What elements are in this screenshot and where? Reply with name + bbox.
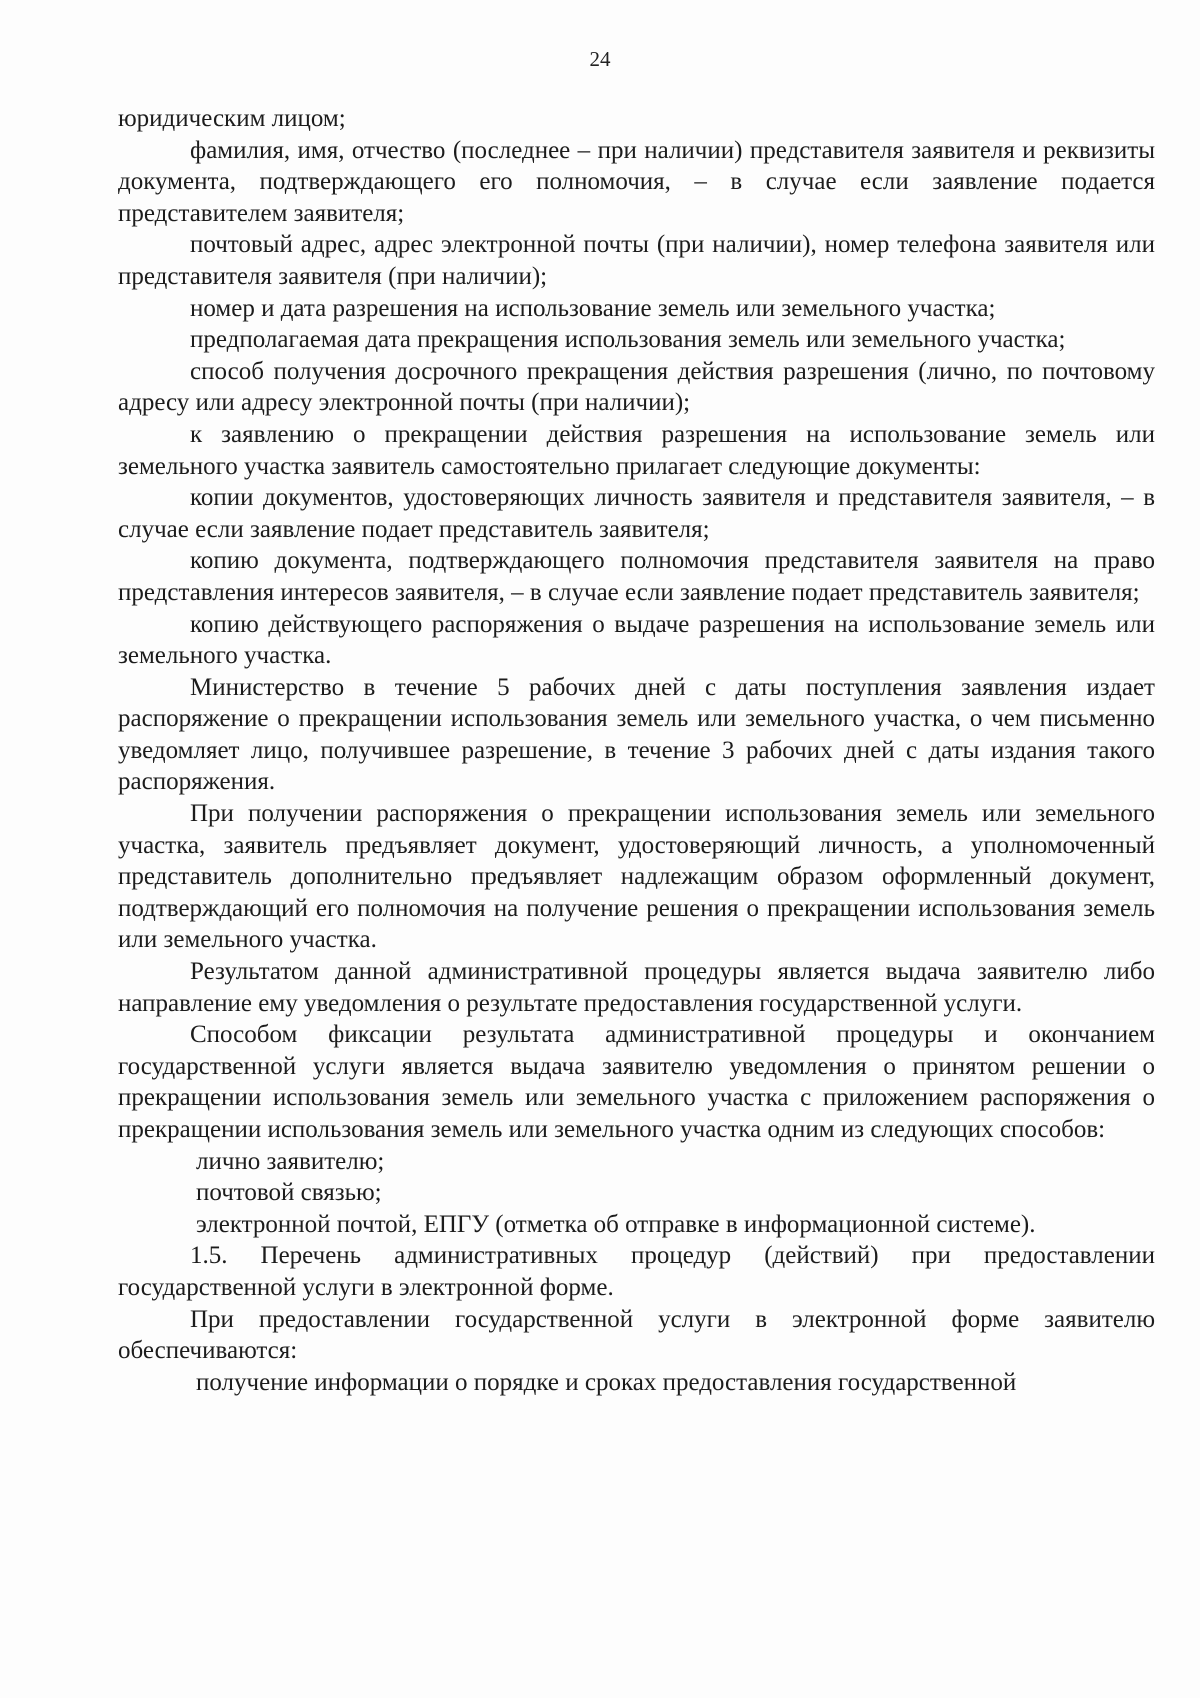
paragraph-2: фамилия, имя, отчество (последнее – при наличии) представителя заявителя и реквизиты документа, подтверждающего его полномочия, – в случае если заявление подается представителем заявителя;	[118, 136, 1155, 227]
paragraph-7: к заявлению о прекращении действия разрешения на использование земель или земельного участка заявитель самостоятельно прилагает следующие документы:	[118, 420, 1155, 480]
paragraph-20: получение информации о порядке и сроках предоставления государственной	[196, 1368, 1017, 1396]
paragraph-14: Способом фиксации результата административной процедуры и окончанием государственной услуги является выдача заявителю уведомления о принятом решении о прекращении использования земель или земельного участка с приложением распоряжения о прекращении использования земель или земельного участка одним из следующих способов:	[118, 1021, 1155, 1143]
paragraph-11: Министерство в течение 5 рабочих дней с даты поступления заявления издает распоряжение о прекращении использования земель или земельного участка, о чем письменно уведомляет лицо, получившее разрешение, в течение 3 рабочих дней с даты издания такого распоряжения.	[118, 673, 1155, 796]
page-number: 24	[589, 47, 611, 71]
paragraph-6: способ получения досрочного прекращения действия разрешения (лично, по почтовому адресу или адресу электронной почты (при наличии);	[118, 357, 1155, 417]
list-item-delivery-2: почтовой связью;	[196, 1179, 382, 1207]
paragraph-9: копию документа, подтверждающего полномочия представителя заявителя на право представления интересов заявителя, – в случае если заявление подает представитель заявителя;	[118, 547, 1155, 606]
paragraph-12: При получении распоряжения о прекращении использования земель или земельного участка, заявитель предъявляет документ, удостоверяющий личность, а уполномоченный представитель дополнительно предъявляет надлежащим образом оформленный документ, подтверждающий его полномочия на получение решения о прекращении использования земель или земельного участка.	[118, 800, 1155, 954]
paragraph-4: номер и дата разрешения на использование земель или земельного участка;	[190, 294, 996, 322]
paragraph-3: почтовый адрес, адрес электронной почты (при наличии), номер телефона заявителя или представителя заявителя (при наличии);	[118, 231, 1155, 290]
paragraph-1: юридическим лицом;	[118, 105, 346, 132]
section-heading-1-5: 1.5. Перечень административных процедур (действий) при предоставлении государственной услуги в электронной форме.	[118, 1242, 1155, 1301]
paragraph-10: копию действующего распоряжения о выдаче разрешения на использование земель или земельного участка.	[118, 610, 1155, 670]
paragraph-19: При предоставлении государственной услуги в электронной форме заявителю обеспечиваются:	[118, 1305, 1155, 1365]
paragraph-13: Результатом данной административной процедуры является выдача заявителю либо направление ему уведомления о результате предоставления государственной услуги.	[118, 958, 1155, 1017]
paragraph-8: копии документов, удостоверяющих личность заявителя и представителя заявителя, – в случае если заявление подает представитель заявителя;	[118, 484, 1155, 543]
document-body	[118, 103, 1155, 1398]
list-item-delivery-3: электронной почтой, ЕПГУ (отметка об отправке в информационной системе).	[196, 1210, 1036, 1238]
list-item-delivery-1: лично заявителю;	[196, 1147, 385, 1175]
paragraph-5: предполагаемая дата прекращения использования земель или земельного участка;	[190, 326, 1066, 354]
